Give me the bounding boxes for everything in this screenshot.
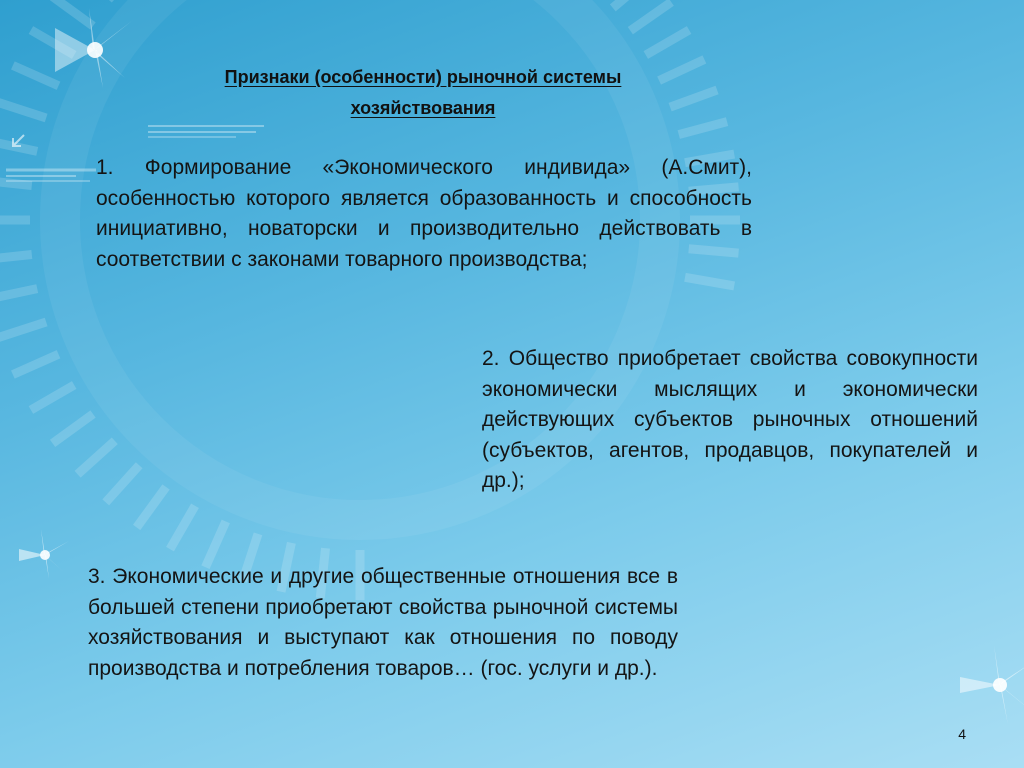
page-number: 4: [958, 726, 966, 742]
starburst-icon: [955, 640, 1024, 730]
point-2-text: 2. Общество приобретает свойства совокупности экономически мыслящих и экономически действующих субъектов рыночных отношений (субъектов, агентов, продавцов, покупателей и др.);: [482, 347, 978, 492]
title-line-2: хозяйствования: [350, 98, 496, 118]
title-line-1: Признаки (особенности) рыночной системы: [224, 67, 622, 87]
page-title: [150, 62, 696, 124]
point-3-text: 3. Экономические и другие общественные отношения все в большей степени приобретают свойства рыночной системы хозяйствования и выступают как отношения по поводу производства и потребления товаров… (гос. услуги и др.).: [88, 565, 678, 680]
starburst-icon: [45, 5, 145, 95]
starburst-icon: [15, 525, 75, 585]
arrow-icon: [8, 131, 28, 151]
point-1-text: 1. Формирование «Экономического индивида» (А.Смит), особенностью которого является образованность и способность инициативно, новаторски и производительно действовать в соответствии с законами товарного производства;: [96, 156, 752, 271]
